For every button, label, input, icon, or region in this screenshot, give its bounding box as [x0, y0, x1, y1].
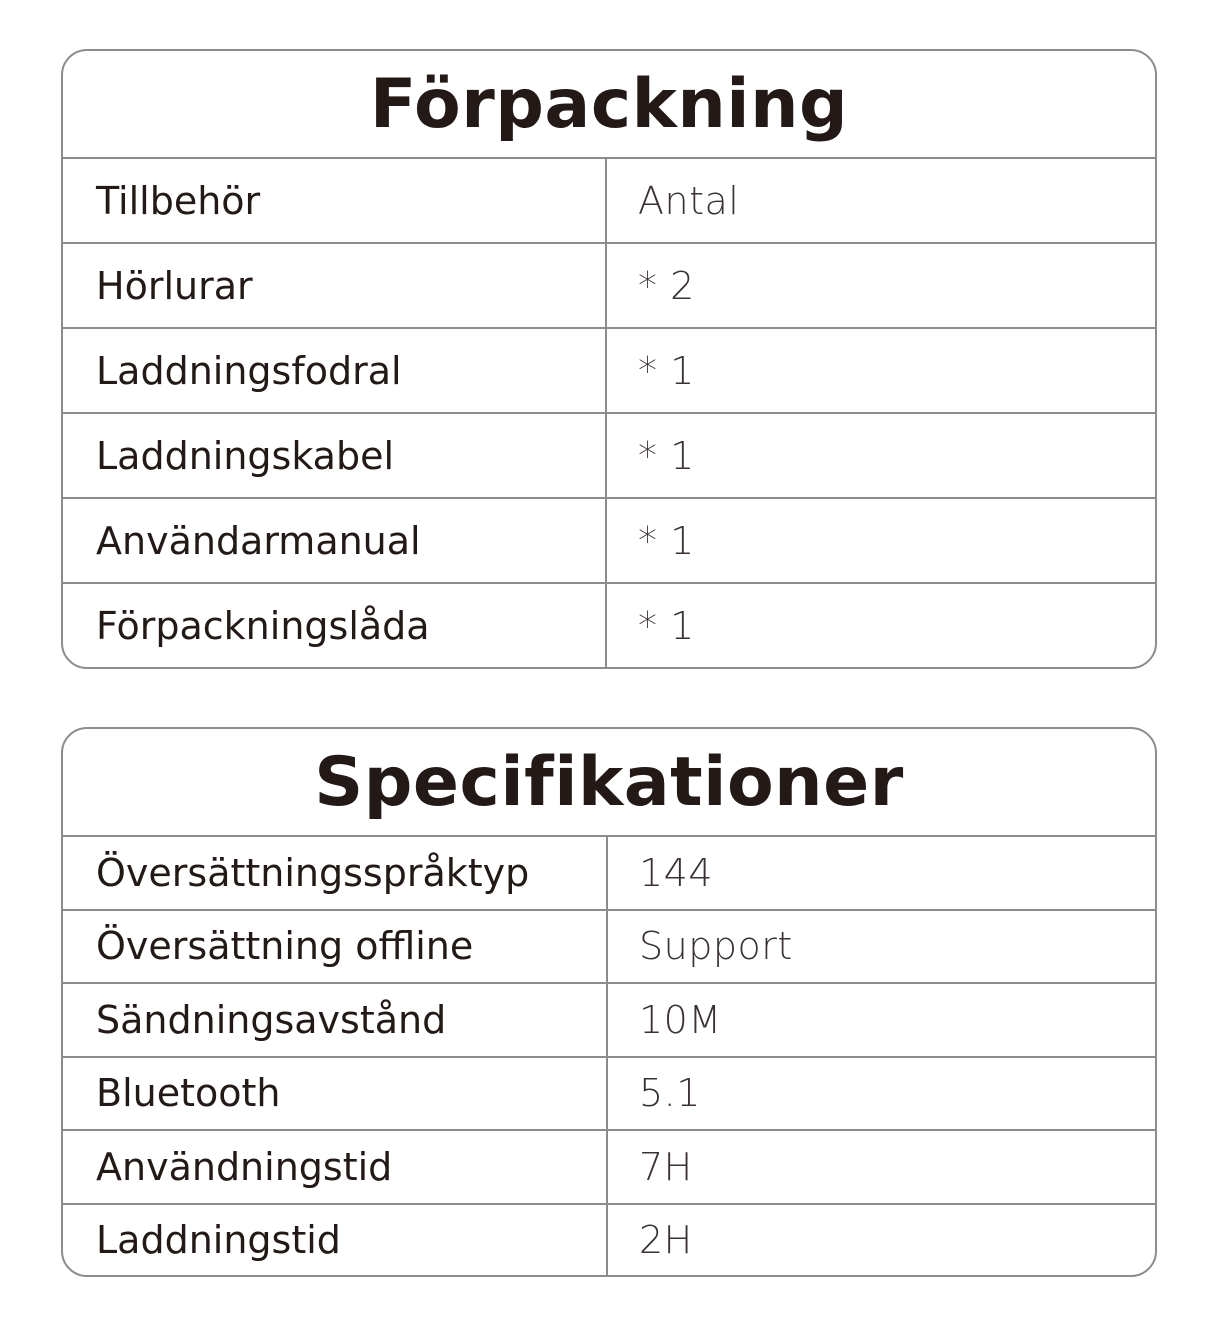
table-row	[63, 1058, 1155, 1132]
row-value: * 1	[638, 518, 695, 563]
row-value: * 1	[638, 433, 695, 478]
table-row	[63, 414, 1155, 499]
row-value: Support	[639, 924, 793, 969]
packaging-title: Förpackning	[63, 51, 1155, 159]
table-row	[63, 584, 1155, 668]
row-label: Hörlurar	[63, 244, 607, 327]
table-row	[63, 244, 1155, 329]
table-row	[63, 984, 1155, 1058]
table-row	[63, 1131, 1155, 1205]
row-value: * 1	[638, 348, 695, 393]
row-label: Användningstid	[63, 1131, 608, 1203]
row-label: Översättningsspråktyp	[63, 837, 608, 909]
table-row	[63, 329, 1155, 414]
table-row	[63, 911, 1155, 985]
row-value: 7H	[639, 1144, 693, 1189]
row-label: Sändningsavstånd	[63, 984, 608, 1056]
row-value: * 2	[638, 263, 695, 308]
table-row	[63, 1205, 1155, 1277]
row-label: Översättning offline	[63, 911, 608, 983]
table-row	[63, 159, 1155, 244]
specifications-table	[61, 727, 1157, 1277]
row-label: Förpackningslåda	[63, 584, 607, 668]
specifications-title: Specifikationer	[63, 729, 1155, 837]
row-label: Laddningsfodral	[63, 329, 607, 412]
row-label: Bluetooth	[63, 1058, 608, 1130]
row-value: * 1	[638, 604, 695, 648]
row-value: 5.1	[639, 1071, 701, 1116]
row-label: Tillbehör	[63, 159, 607, 242]
row-value: 10M	[639, 997, 722, 1042]
row-label: Laddningstid	[63, 1205, 608, 1277]
row-value: 144	[639, 850, 714, 895]
row-value: 2H	[639, 1218, 693, 1263]
table-row	[63, 837, 1155, 911]
packaging-table	[61, 49, 1157, 669]
row-value: Antal	[638, 178, 740, 223]
row-label: Användarmanual	[63, 499, 607, 582]
row-label: Laddningskabel	[63, 414, 607, 497]
table-row	[63, 499, 1155, 584]
